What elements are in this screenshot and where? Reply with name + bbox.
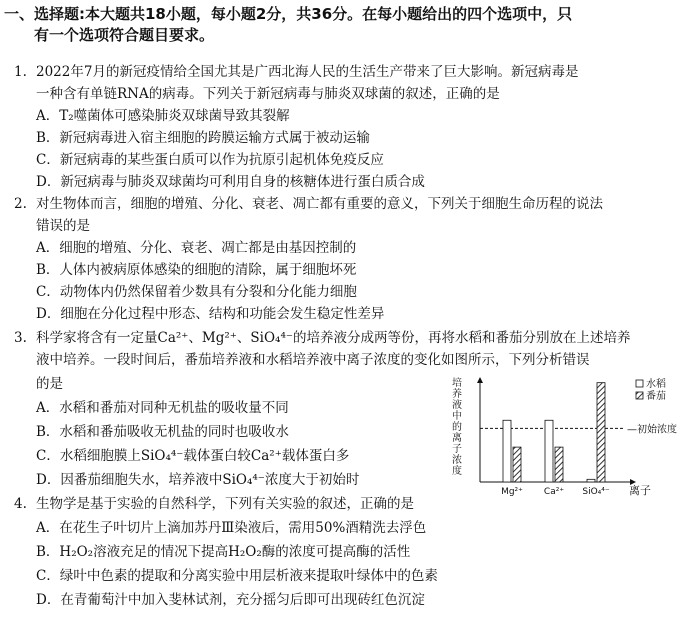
question-stem-line: 的是 [36,376,63,392]
question-stem-line: 错误的是 [36,218,90,234]
bar-rice [503,420,511,482]
y-axis-label-char: 液 [452,400,462,411]
option-c[interactable]: C．新冠病毒的某些蛋白质可以作为抗原引起机体免疫反应 [36,152,384,168]
y-axis-label-char: 的 [452,422,462,433]
option-a[interactable]: A．在花生子叶切片上滴加苏丹Ⅲ染液后，需用50%酒精洗去浮色 [36,520,427,536]
option-b[interactable]: B．水稻和番茄吸收无机盐的同时也吸收水 [36,424,289,440]
x-tick-label: Mg²⁺ [501,487,523,497]
y-axis-label-char: 度 [452,466,462,477]
y-axis-label-char: 浓 [452,455,462,466]
y-axis-label-char: 养 [452,389,462,400]
option-a[interactable]: A．水稻和番茄对同种无机盐的吸收量不同 [36,400,289,416]
question-stem-line: 科学家将含有一定量Ca²⁺、Mg²⁺、SiO₄⁴⁻的培养液分成两等份，再将水稻和番茄分别放在上述培养 [36,330,631,346]
option-a[interactable]: A．T₂噬菌体可感染肺炎双球菌导致其裂解 [36,108,290,124]
bar-rice [587,479,595,482]
question-number: 4. [14,496,27,512]
bar-tomato [597,383,605,482]
section-title-line-2: 有一个选项符合题目要求。 [34,26,215,44]
y-axis-label-char: 离 [452,433,462,444]
x-axis-label: 离子 [629,484,651,497]
question-stem-line: 液中培养。一段时间后，番茄培养液和水稻培养液中离子浓度的变化如图所示，下列分析错误 [36,352,590,368]
option-b[interactable]: B．人体内被病原体感染的细胞的清除，属于细胞坏死 [36,262,357,278]
legend-label-tomato: 番茄 [646,391,666,402]
option-b[interactable]: B．新冠病毒进入宿主细胞的跨膜运输方式属于被动运输 [36,130,370,146]
option-d[interactable]: D．细胞在分化过程中形态、结构和功能会发生稳定性差异 [36,306,385,322]
bar-tomato [555,447,563,482]
legend-swatch-tomato [636,392,643,399]
y-axis-arrow [477,377,483,383]
question-stem-line: 对生物体而言，细胞的增殖、分化、衰老、凋亡都有重要的意义，下列关于细胞生命历程的说法 [36,196,603,212]
y-axis-label-char: 子 [452,444,462,455]
bar-tomato [513,447,521,482]
option-c[interactable]: C．水稻细胞膜上SiO₄⁴⁻载体蛋白较Ca²⁺载体蛋白多 [36,448,350,464]
ion-concentration-chart [450,376,686,502]
baseline-label: —初始浓度 [627,424,677,436]
option-c[interactable]: C．动物体内仍然保留着少数具有分裂和分化能力细胞 [36,284,357,300]
question-number: 1. [14,64,27,80]
option-a[interactable]: A．细胞的增殖、分化、衰老、凋亡都是由基因控制的 [36,240,357,256]
y-axis-label-char: 中 [452,411,462,422]
y-axis-label-char: 培 [452,378,462,389]
section-title-line-1: 一、选择题:本大题共18小题，每小题2分，共36分。在每小题给出的四个选项中，只 [4,5,573,23]
legend-swatch-rice [636,380,643,387]
x-tick-label: SiO₄⁴⁻ [582,487,610,497]
x-tick-label: Ca²⁺ [543,487,565,497]
question-stem-line: 一种含有单链RNA的病毒。下列关于新冠病毒与肺炎双球菌的叙述，正确的是 [36,86,500,102]
legend-label-rice: 水稻 [646,379,666,390]
question-number: 3. [14,330,27,346]
option-d[interactable]: D．因番茄细胞失水，培养液中SiO₄⁴⁻浓度大于初始时 [36,472,360,488]
question-stem-line: 2022年7月的新冠疫情给全国尤其是广西北海人民的生活生产带来了巨大影响。新冠病毒是 [36,64,579,80]
bar-rice [545,420,553,482]
option-b[interactable]: B．H₂O₂溶液充足的情况下提高H₂O₂酶的浓度可提高酶的活性 [36,544,411,560]
option-d[interactable]: D．新冠病毒与肺炎双球菌均可利用自身的核糖体进行蛋白质合成 [36,174,425,190]
question-stem-line: 生物学是基于实验的自然科学，下列有关实验的叙述，正确的是 [36,496,414,512]
option-d[interactable]: D．在青葡萄汁中加入斐林试剂，充分摇匀后即可出现砖红色沉淀 [36,592,425,608]
option-c[interactable]: C．绿叶中色素的提取和分离实验中用层析液来提取叶绿体中的色素 [36,568,438,584]
question-number: 2. [14,196,27,212]
